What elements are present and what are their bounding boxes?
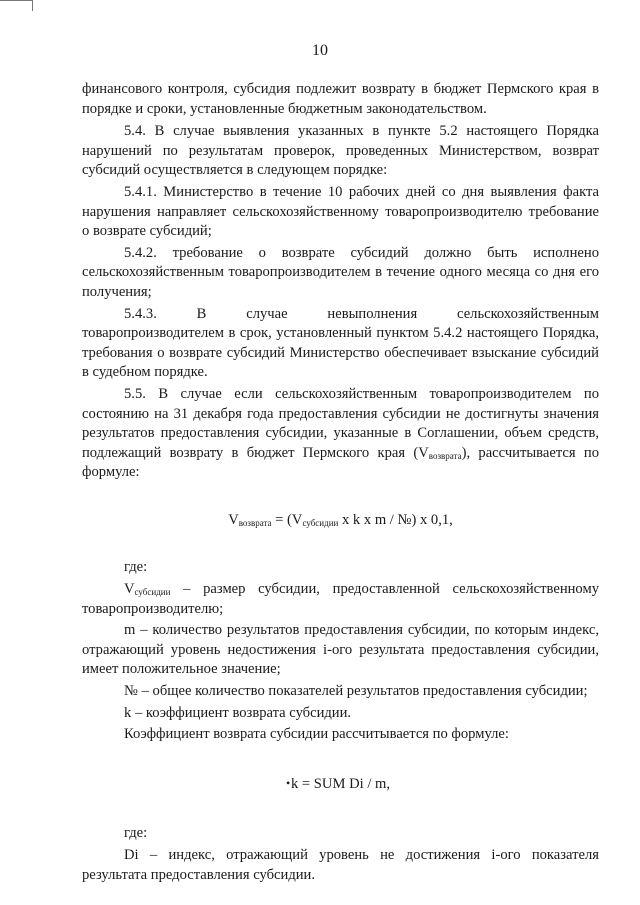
definition-di: Di – индекс, отражающий уровень не достижения i-ого показателя результата предоставления субсидии. [82,847,599,883]
def-v-text: – размер субсидии, предоставленной сельскохозяйственному товаропроизводителю; [82,581,599,617]
document-body [82,80,599,885]
def-v: V [124,581,135,598]
formula-coefficient [82,775,599,795]
stray-dot-mark: • [286,775,291,790]
paragraph-5-5 [82,385,599,483]
formula-sub-return: возврата [238,517,272,528]
definition-v-subsidy [82,580,599,619]
definition-m: m – количество результатов предоставления субсидии, по которым индекс, отражающий уровень недостижения i-ого результата предоставления субсидии, имеет положительное значение; [82,622,599,678]
formula-coefficient-text: k = SUM Di / m, [290,775,391,792]
paragraph-5-4-1: 5.4.1. Министерство в течение 10 рабочих дней со дня выявления факта нарушения направляет сельскохозяйственному товаропроизводителю требование о возврате субсидий; [82,183,599,240]
paragraph-5-4-2: 5.4.2. требование о возврате субсидий должно быть исполнено сельскохозяйственным товаропроизводителем в течение одного месяца со дня его получения; [82,244,599,300]
paragraph-5-4: 5.4. В случае выявления указанных в пункте 5.2 настоящего Порядка нарушений по результатам проверок, проведенных Министерством, возврат субсидий осуществляется в следующем порядке: [82,123,599,179]
paragraph-5-4-3: 5.4.3. В случае невыполнения сельскохозяйственным товаропроизводителем в срок, установленный пунктом 5.4.2 настоящего Порядка, требования о возврате субсидий Министерство обеспечивает взыскание субсидий в судебном порядке. [82,305,599,381]
formula-v: V [228,511,239,528]
paragraph-5-5-sub: возврата [428,450,462,461]
paragraph-continuation: финансового контроля, субсидия подлежит возврату в бюджет Пермского края в порядке и сроки, установленные бюджетным законодательством. [82,81,599,117]
where-label-2: где: [124,825,148,842]
formula-end: x k x m / №) x 0,1, [338,511,453,528]
paragraph-5-5-end: ), рассчитывается по формуле: [82,444,599,481]
formula-sub-subsidy: субсидии [302,517,339,528]
coefficient-intro: Коэффициент возврата субсидии рассчитывается по формуле: [124,726,509,743]
definition-k: k – коэффициент возврата субсидии. [124,704,352,721]
paragraph-5-5-text: 5.5. В случае если сельскохозяйственным товаропроизводителем по состоянию на 31 декабря года предоставления субсидии не достигнуты значения результатов предоставления субсидии, указанные в Соглашении, объем средств, подлежащий возврату в бюджет Пермского края (V [82,385,599,461]
def-v-sub: субсидии [134,587,171,598]
definition-n: № – общее количество показателей результатов предоставления субсидии; [124,683,588,700]
formula-return-volume [82,511,599,531]
where-label-1: где: [124,559,148,576]
formula-mid: = (V [271,511,303,528]
page-corner-mark [0,0,33,11]
page-number: 10 [312,42,328,59]
